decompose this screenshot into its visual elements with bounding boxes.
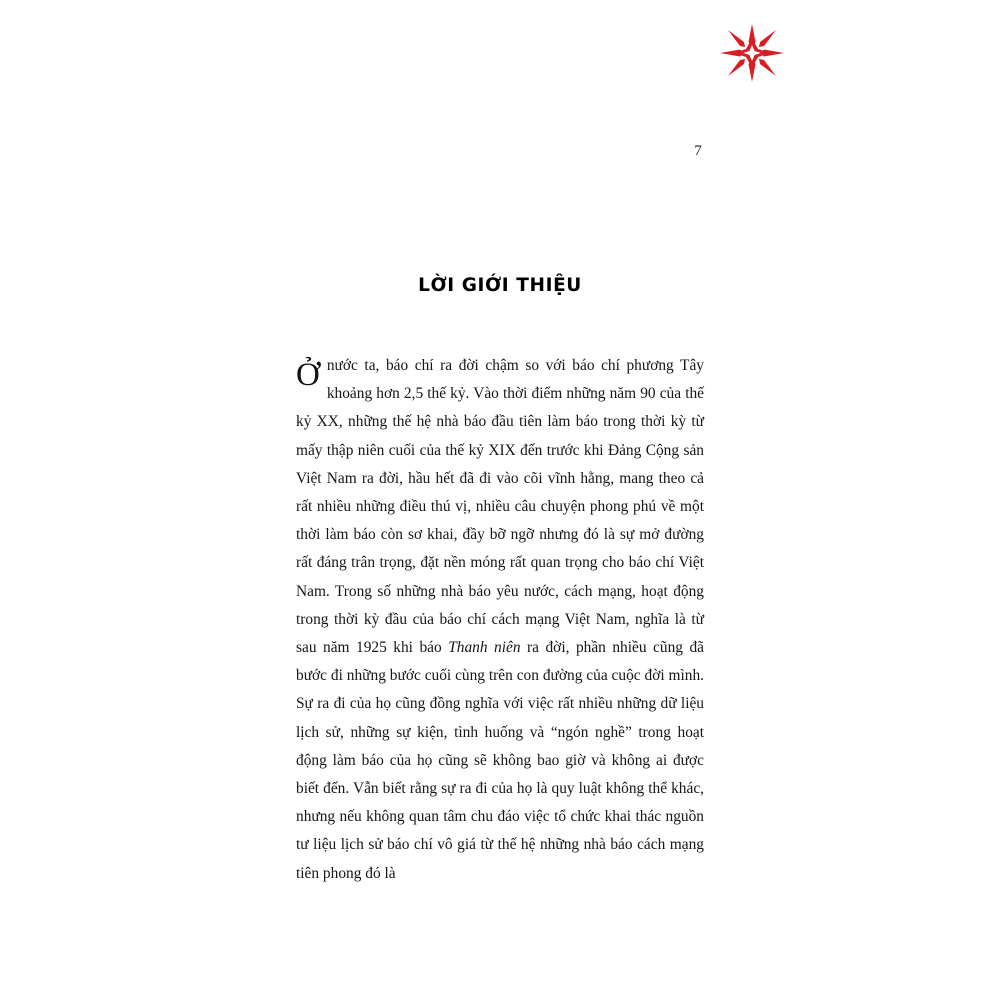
page-number: 7	[694, 143, 702, 159]
body-text	[296, 352, 704, 888]
publication-title: Thanh niên	[448, 639, 521, 657]
red-star-burst-icon	[718, 22, 786, 84]
paragraph-intro	[296, 352, 704, 888]
paragraph-part-2: ra đời, phần nhiều cũng đã bước đi những bước cuối cùng trên con đường của cuộc đời mình. Sự ra đi của họ cũng đồng nghĩa với việc rất nhiều những dữ liệu lịch sử, những sự kiện, tình huống và “ngón nghề” trong hoạt động làm báo của họ cũng sẽ không bao giờ và không ai được biết đến. Vẫn biết rằng sự ra đi của họ là quy luật không thể khác, nhưng nếu không quan tâm chu đáo việc tổ chức khai thác nguồn tư liệu lịch sử báo chí vô giá từ thế hệ những nhà báo cách mạng tiên phong đó là	[296, 639, 704, 882]
page-title: LỜI GIỚI THIỆU	[418, 275, 582, 296]
paragraph-part-1: nước ta, báo chí ra đời chậm so với báo chí phương Tây khoảng hơn 2,5 thế kỷ. Vào thời điểm những năm 90 của thế kỷ XX, những thế hệ nhà báo đầu tiên làm báo trong thời kỳ từ mấy thập niên cuối của thế kỷ XIX đến trước khi Đảng Cộng sản Việt Nam ra đời, hầu hết đã đi vào cõi vĩnh hằng, mang theo cả rất nhiều những điều thú vị, nhiều câu chuyện phong phú về một thời làm báo còn sơ khai, đầy bỡ ngỡ nhưng đó là sự mở đường rất đáng trân trọng, đặt nền móng rất quan trọng cho báo chí Việt Nam. Trong số những nhà báo yêu nước, cách mạng, hoạt động trong thời kỳ đầu của báo chí cách mạng Việt Nam, nghĩa là từ sau năm 1925 khi báo	[296, 357, 704, 657]
drop-cap: Ở	[296, 357, 320, 393]
